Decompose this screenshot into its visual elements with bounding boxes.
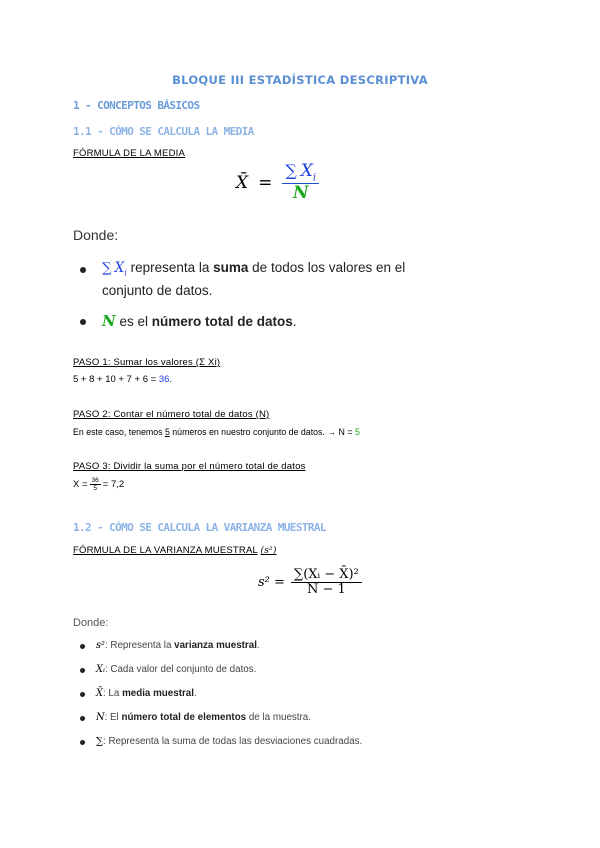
mean-formula-num-sub: i xyxy=(312,172,317,184)
mean-donde-label: Donde: xyxy=(73,227,119,243)
variance-formula-label-text: FÓRMULA DE LA VARIANZA MUESTRAL xyxy=(73,545,258,556)
variance-bullet-3 xyxy=(73,688,197,699)
mean-formula-eq: = xyxy=(258,172,273,193)
mean-bullet-2-var: N xyxy=(102,312,116,330)
section-1-2-heading: 1.2 - CÓMO SE CALCULA LA VARIANZA MUESTRAL xyxy=(73,521,326,534)
mean-bullet-1-bold: suma xyxy=(213,260,249,275)
variance-formula-den: N − 1 xyxy=(306,582,346,598)
variance-formula xyxy=(258,568,362,598)
mean-formula-label: FÓRMULA DE LA MEDIA xyxy=(73,148,186,159)
paso-3-post: = 7,2 xyxy=(102,479,125,491)
mean-bullet-1 xyxy=(73,257,473,303)
variance-formula-lhs: s² = xyxy=(258,575,285,591)
bullet-dot-icon xyxy=(80,644,85,649)
mean-formula-den: N xyxy=(292,183,309,204)
variance-formula-label-sym: (s²) xyxy=(260,546,277,556)
bullet-dot-icon xyxy=(80,716,85,721)
section-1-1-heading: 1.1 - CÓMO SE CALCULA LA MEDIA xyxy=(73,125,254,138)
mean-bullet-2-bold: número total de datos xyxy=(151,314,293,329)
variance-bullet-5-sym: ∑ xyxy=(96,736,103,747)
mean-formula xyxy=(236,162,319,203)
mean-bullet-1-sub: i xyxy=(124,268,127,278)
variance-bullet-4 xyxy=(73,712,311,723)
variance-bullet-3-bold: media muestral xyxy=(122,688,194,699)
paso-3-label: PASO 3: Dividir la suma por el número total de datos xyxy=(73,461,306,472)
variance-bullet-1-pre: : Representa la xyxy=(104,640,175,651)
paso-3-den: 5 xyxy=(93,485,97,493)
mean-bullet-1-pre: representa la xyxy=(126,260,214,275)
paso-3-pre: X = xyxy=(73,479,88,491)
variance-bullet-2-sym: Xᵢ xyxy=(96,664,105,675)
mean-bullet-2-pre: es el xyxy=(115,314,152,329)
variance-bullet-1-sym: s² xyxy=(96,640,105,651)
paso-1-end: . xyxy=(169,374,173,385)
variance-bullet-1 xyxy=(73,640,260,651)
variance-bullet-1-bold: varianza muestral xyxy=(174,640,257,651)
page-title: BLOQUE III ESTADÍSTICA DESCRIPTIVA xyxy=(172,73,428,87)
paso-2-result: 5 xyxy=(354,427,360,437)
paso-2-count: 5 xyxy=(164,427,170,437)
paso-1-expr: 5 + 8 + 10 + 7 + 6 = xyxy=(73,374,159,385)
mean-formula-lhs: X̄ xyxy=(236,172,249,193)
mean-bullet-1-line2: conjunto de datos. xyxy=(102,283,213,299)
variance-donde-label: Donde: xyxy=(73,617,109,629)
mean-bullet-1-sym: ∑ xyxy=(102,260,112,276)
variance-bullet-3-sym: X̄ xyxy=(96,688,103,699)
paso-1-expression xyxy=(73,374,172,385)
bullet-dot-icon xyxy=(80,319,86,325)
mean-bullet-1-post: de todos los valores en el xyxy=(248,260,406,275)
paso-1-label: PASO 1: Sumar los valores (Σ Xi) xyxy=(73,357,221,368)
variance-bullet-4-post: de la muestra. xyxy=(246,712,311,723)
variance-formula-label xyxy=(73,545,277,556)
bullet-dot-icon xyxy=(80,692,85,697)
variance-bullet-4-sym: N xyxy=(96,712,105,723)
variance-bullet-4-pre: : El xyxy=(104,712,122,723)
bullet-dot-icon xyxy=(80,267,86,273)
mean-bullet-2 xyxy=(73,312,473,330)
variance-bullet-2 xyxy=(73,664,256,675)
paso-3-expression xyxy=(73,477,124,492)
variance-bullet-2-pre: : Cada valor del conjunto de datos. xyxy=(104,664,257,675)
variance-formula-num: ∑(Xᵢ − X̄)² xyxy=(291,568,362,583)
variance-bullet-3-post: . xyxy=(193,688,197,699)
paso-2-label: PASO 2: Contar el número total de datos (N) xyxy=(73,409,270,420)
mean-bullet-1-var: X xyxy=(114,260,125,276)
bullet-dot-icon xyxy=(80,668,85,673)
paso-2-mid: números en nuestro conjunto de datos. → N = xyxy=(169,427,355,437)
paso-3-num: 36 xyxy=(91,477,99,484)
bullet-dot-icon xyxy=(80,740,85,745)
variance-bullet-4-bold: número total de elementos xyxy=(121,712,247,723)
paso-1-result: 36 xyxy=(158,374,170,385)
variance-bullet-1-post: . xyxy=(256,640,260,651)
paso-2-text xyxy=(73,427,360,437)
variance-bullet-5-pre: : Representa la suma de todas las desviaciones cuadradas. xyxy=(103,736,363,747)
mean-formula-sum: ∑ xyxy=(285,161,297,180)
variance-bullet-3-pre: : La xyxy=(102,688,123,699)
variance-bullet-5 xyxy=(73,736,362,747)
paso-2-pre: En este caso, tenemos xyxy=(73,427,165,437)
section-1-heading: 1 - CONCEPTOS BÁSICOS xyxy=(73,99,200,112)
mean-formula-num-var: X xyxy=(300,161,313,181)
mean-bullet-2-post: . xyxy=(292,314,297,329)
